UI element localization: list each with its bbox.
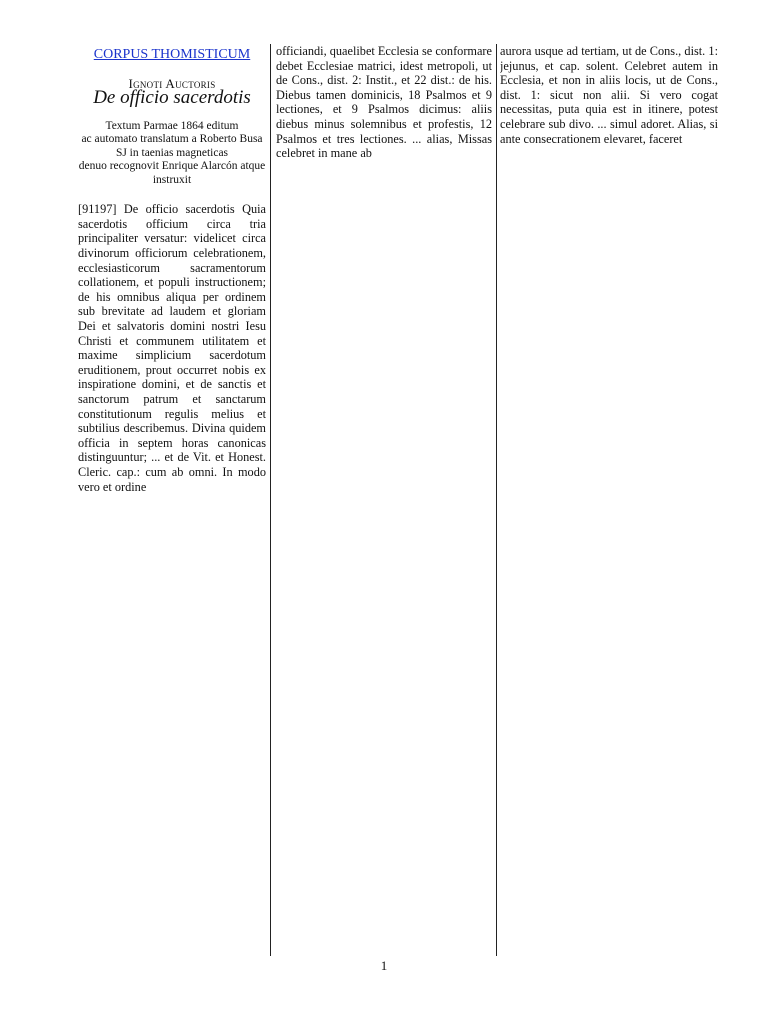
column-3-text: aurora usque ad tertiam, ut de Cons., dist. 1: jejunus, et cap. solent. Celebret autem in Ecclesia, et non in aliis locis, ut de Cons., dist. 1: sicut non alii. Si vero cogat necessitas, puta quia est in itinere, potest celebrare sub divo. ... simul adoret. Alias, si ante consecrationem elevaret, faceret [500,44,718,146]
edition-line-1: Textum Parmae 1864 editum [105,119,239,132]
edition-line-3: denuo recognovit Enrique Alarcón atque instruxit [78,160,266,186]
edition-line-2: ac automato translatum a Roberto Busa SJ in taenias magneticas [81,133,263,159]
column-3 [500,44,718,950]
page-number: 1 [380,958,388,973]
column-2 [276,44,492,950]
column-1-text: [91197] De officio sacerdotis Quia sacerdotis officium circa tria principaliter versatur: videlicet circa divinorum officiorum celebrationem, ecclesiasticorum sacramentorum collationem, et populi instructionem; de his omnibus aliqua per ordinem sub brevitate ad laudem et gloriam Dei et salvatoris domini nostri Iesu Christi et communem utilitatem et maxime simplicium sacerdotum eruditionem, prout occurret nobis ex inspiratione domini, et de sanctis et sanctorum patrum et sanctarum constitutionum regulis melius et subtilius describemus. Divina quidem officia in septem horas canonicas distinguuntur; ... et de Vit. et Honest. Cleric. cap.: cum ab omni. In modo vero et ordine [78,202,266,494]
author-heading: Ignoti Auctoris [128,75,216,91]
column-1-body [78,202,266,494]
column-divider-right [496,44,497,956]
corpus-thomisticum-link[interactable]: CORPUS THOMISTICUM [93,47,251,62]
edition-note [78,120,266,188]
column-divider-left [270,44,271,956]
column-2-text: officiandi, quaelibet Ecclesia se conformare debet Ecclesiae matrici, idest metropoli, ut de Cons., dist. 2: Instit., et 22 dist.: de his. Diebus tamen dominicis, 18 Psalmos et 9 lectiones, et 9 Psalmos dicimus: aliis diebus minus solemnibus et profestis, 12 Psalmos et tres lectiones. ... alias, Missas celebret in mane ab [276,44,492,161]
work-title: De officio sacerdotis [93,87,251,109]
column-1 [78,44,266,950]
